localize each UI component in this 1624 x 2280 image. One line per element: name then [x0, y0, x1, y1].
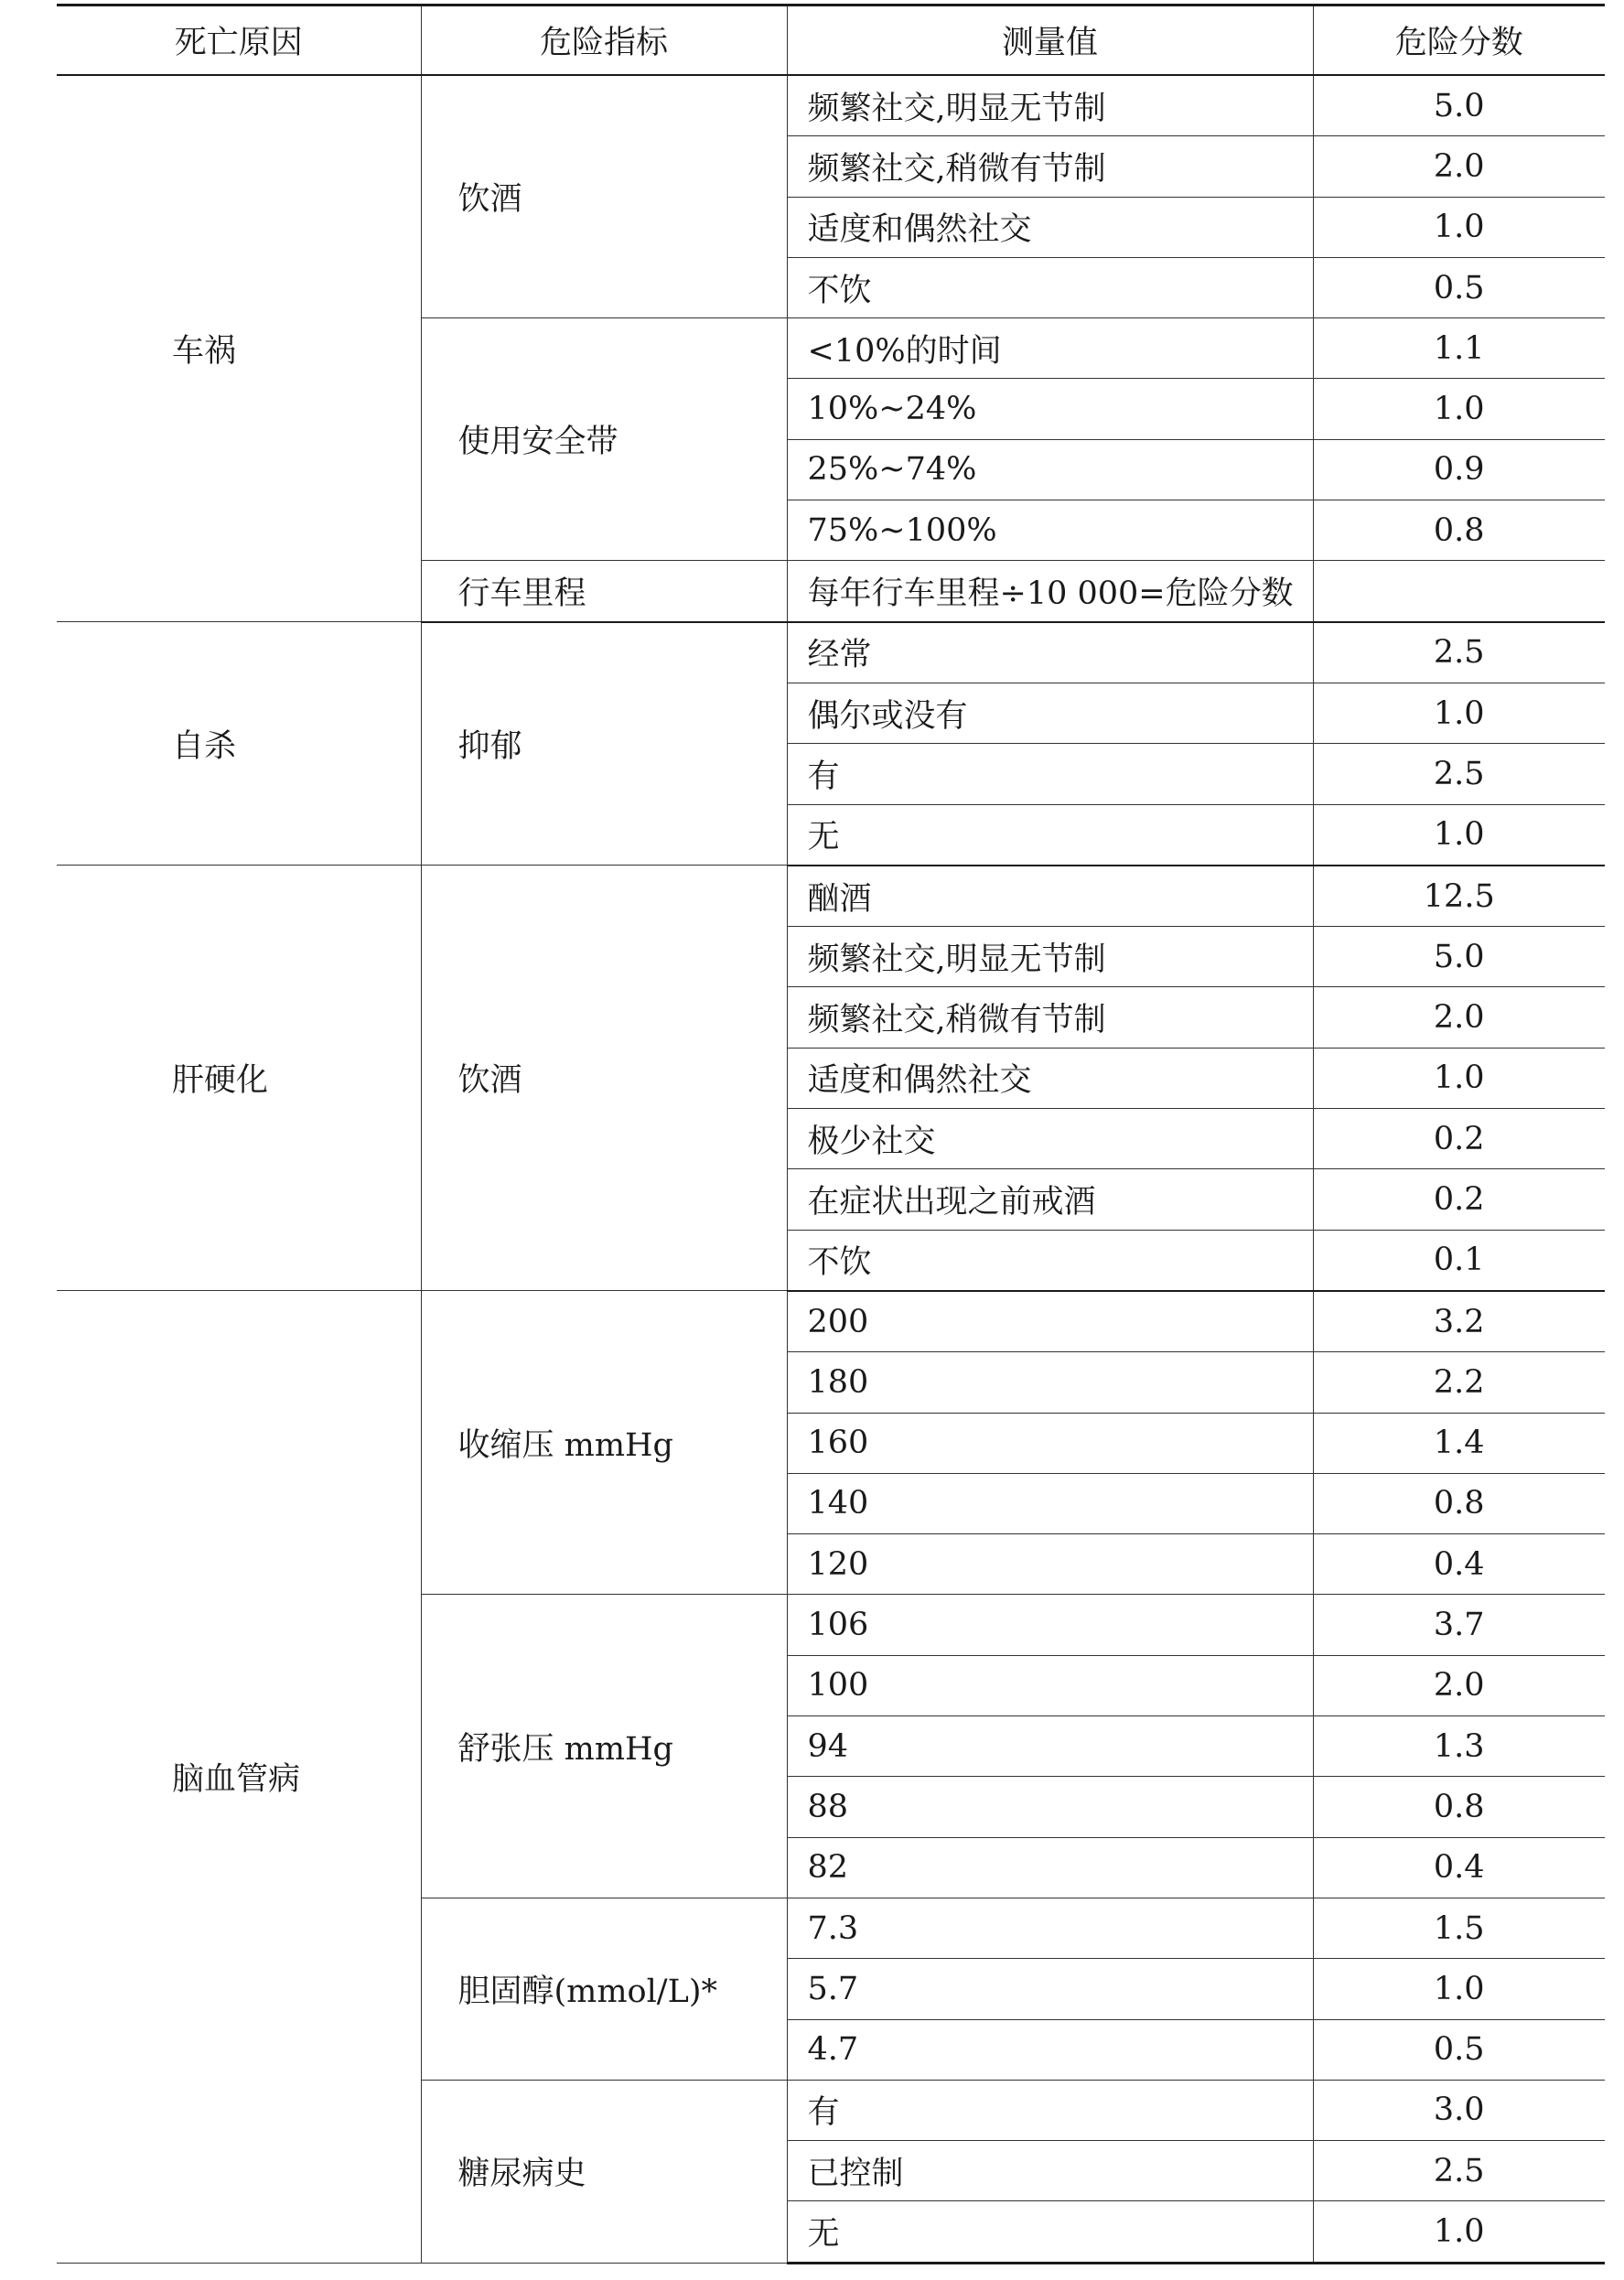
risk-score-cell: 0.4: [1313, 1837, 1605, 1898]
risk-score-cell: [1313, 561, 1605, 622]
risk-score-cell: 1.0: [1313, 1959, 1605, 2019]
risk-score-cell: 0.5: [1313, 2019, 1605, 2080]
measurement-cell: 5.7: [787, 1959, 1313, 2019]
measurement-cell: 适度和偶然社交: [787, 1048, 1313, 1108]
risk-score-cell: 2.5: [1313, 2141, 1605, 2201]
measurement-cell: 频繁社交,明显无节制: [787, 75, 1313, 136]
risk-score-cell: 2.5: [1313, 744, 1605, 804]
measurement-cell: 100: [787, 1655, 1313, 1715]
cause-of-death-cell: 肝硬化: [57, 866, 421, 1291]
risk-score-cell: 2.0: [1313, 987, 1605, 1048]
risk-score-cell: 2.0: [1313, 1655, 1605, 1715]
measurement-cell: 已控制: [787, 2141, 1313, 2201]
table-row: [57, 1291, 1605, 1352]
measurement-cell: 不饮: [787, 1230, 1313, 1291]
table-body: [57, 75, 1605, 2263]
risk-score-cell: 0.5: [1313, 257, 1605, 317]
risk-indicator-cell: 舒张压 mmHg: [421, 1595, 787, 1898]
risk-score-cell: 1.3: [1313, 1716, 1605, 1777]
measurement-cell: 160: [787, 1413, 1313, 1473]
measurement-cell: 200: [787, 1291, 1313, 1352]
col-header-cause: 死亡原因: [57, 5, 421, 76]
risk-score-cell: 5.0: [1313, 927, 1605, 987]
measurement-cell: <10%的时间: [787, 318, 1313, 379]
risk-score-cell: 1.0: [1313, 2201, 1605, 2263]
measurement-cell: 适度和偶然社交: [787, 197, 1313, 257]
header-row: [57, 5, 1605, 76]
measurement-cell: 106: [787, 1595, 1313, 1655]
risk-score-cell: 3.2: [1313, 1291, 1605, 1352]
risk-score-cell: 0.8: [1313, 1473, 1605, 1533]
measurement-cell: 140: [787, 1473, 1313, 1533]
measurement-cell: 10%~24%: [787, 379, 1313, 439]
measurement-cell: 偶尔或没有: [787, 683, 1313, 743]
risk-score-cell: 0.4: [1313, 1534, 1605, 1595]
risk-score-cell: 1.5: [1313, 1898, 1605, 1958]
table-row: [57, 866, 1605, 927]
cause-of-death-cell: 脑血管病: [57, 1291, 421, 2263]
risk-indicator-cell: 糖尿病史: [421, 2080, 787, 2263]
risk-score-cell: 0.2: [1313, 1169, 1605, 1230]
risk-score-cell: 2.5: [1313, 622, 1605, 683]
measurement-cell: 94: [787, 1716, 1313, 1777]
risk-score-cell: 0.8: [1313, 1777, 1605, 1837]
measurement-cell: 在症状出现之前戒酒: [787, 1169, 1313, 1230]
risk-score-cell: 1.0: [1313, 804, 1605, 866]
risk-score-cell: 5.0: [1313, 75, 1605, 136]
col-header-score: 危险分数: [1313, 5, 1605, 76]
measurement-cell: 4.7: [787, 2019, 1313, 2080]
measurement-cell: 频繁社交,明显无节制: [787, 927, 1313, 987]
risk-score-cell: 1.0: [1313, 197, 1605, 257]
measurement-cell: 88: [787, 1777, 1313, 1837]
measurement-cell: 无: [787, 804, 1313, 866]
measurement-cell: 75%~100%: [787, 500, 1313, 561]
risk-indicator-cell: 胆固醇(mmol/L)*: [421, 1898, 787, 2080]
risk-score-table: [57, 4, 1605, 2264]
risk-score-cell: 1.0: [1313, 379, 1605, 439]
risk-score-cell: 1.0: [1313, 1048, 1605, 1108]
risk-score-cell: 1.0: [1313, 683, 1605, 743]
table-row: [57, 75, 1605, 136]
col-header-indicator: 危险指标: [421, 5, 787, 76]
risk-score-cell: 0.1: [1313, 1230, 1605, 1291]
risk-score-cell: 2.0: [1313, 136, 1605, 197]
risk-score-cell: 0.8: [1313, 500, 1605, 561]
cause-of-death-cell: 自杀: [57, 622, 421, 866]
col-header-measure: 测量值: [787, 5, 1313, 76]
risk-indicator-cell: 收缩压 mmHg: [421, 1291, 787, 1595]
risk-indicator-cell: 饮酒: [421, 75, 787, 318]
measurement-cell: 不饮: [787, 257, 1313, 317]
risk-indicator-cell: 抑郁: [421, 622, 787, 866]
measurement-cell: 7.3: [787, 1898, 1313, 1958]
risk-score-cell: 1.1: [1313, 318, 1605, 379]
table-row: [57, 622, 1605, 683]
measurement-cell: 频繁社交,稍微有节制: [787, 987, 1313, 1048]
measurement-cell: 经常: [787, 622, 1313, 683]
measurement-cell: 极少社交: [787, 1109, 1313, 1169]
cause-of-death-cell: 车祸: [57, 75, 421, 622]
measurement-cell: 酗酒: [787, 866, 1313, 927]
measurement-cell: 每年行车里程÷10 000=危险分数: [787, 561, 1313, 622]
risk-score-cell: 1.4: [1313, 1413, 1605, 1473]
measurement-cell: 82: [787, 1837, 1313, 1898]
risk-score-cell: 0.2: [1313, 1109, 1605, 1169]
risk-score-cell: 12.5: [1313, 866, 1605, 927]
risk-score-cell: 0.9: [1313, 439, 1605, 500]
measurement-cell: 25%~74%: [787, 439, 1313, 500]
risk-score-cell: 3.7: [1313, 1595, 1605, 1655]
risk-indicator-cell: 使用安全带: [421, 318, 787, 561]
risk-score-cell: 3.0: [1313, 2080, 1605, 2140]
measurement-cell: 有: [787, 744, 1313, 804]
measurement-cell: 有: [787, 2080, 1313, 2140]
measurement-cell: 180: [787, 1352, 1313, 1413]
measurement-cell: 无: [787, 2201, 1313, 2263]
risk-indicator-cell: 行车里程: [421, 561, 787, 622]
measurement-cell: 120: [787, 1534, 1313, 1595]
measurement-cell: 频繁社交,稍微有节制: [787, 136, 1313, 197]
risk-indicator-cell: 饮酒: [421, 866, 787, 1291]
risk-score-cell: 2.2: [1313, 1352, 1605, 1413]
